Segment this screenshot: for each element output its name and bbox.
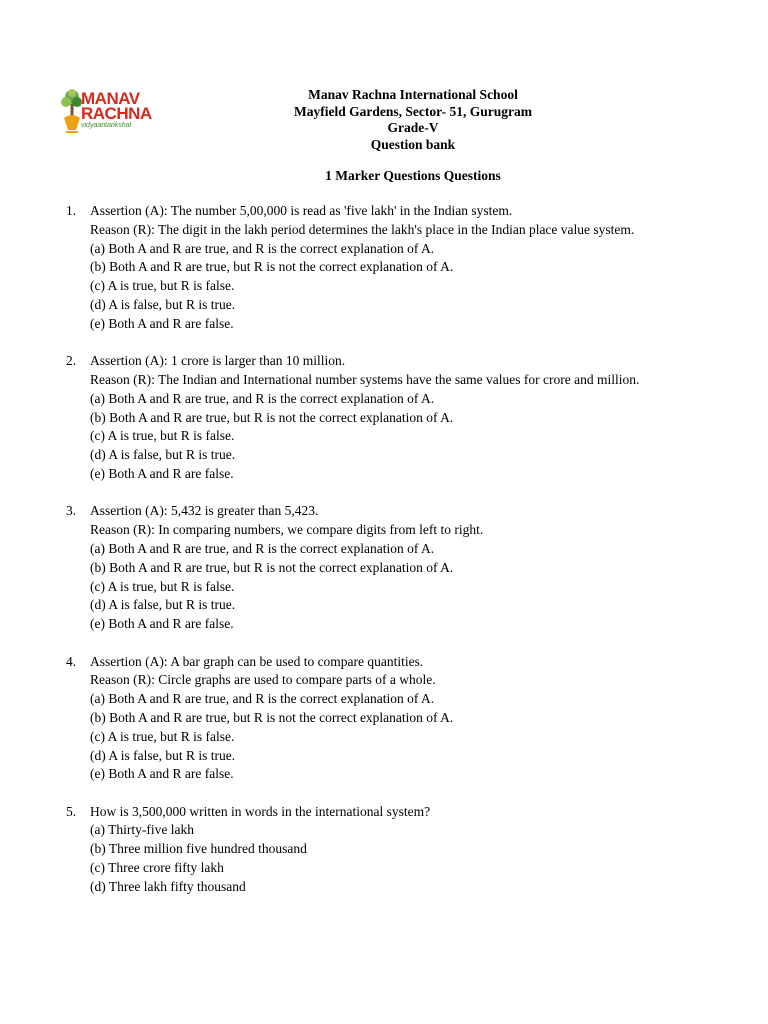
question-line: (e) Both A and R are false. bbox=[90, 616, 234, 632]
question-line: (e) Both A and R are false. bbox=[90, 465, 234, 481]
question-item bbox=[66, 653, 746, 785]
question-line: (a) Both A and R are true, and R is the correct explanation of A. bbox=[90, 691, 435, 707]
question-line: (d) A is false, but R is true. bbox=[90, 747, 236, 763]
question-line: (c) A is true, but R is false. bbox=[90, 428, 235, 444]
logo-tagline: vidyaantarikshal bbox=[81, 122, 132, 129]
section-title: 1 Marker Questions Questions bbox=[325, 168, 501, 183]
question-line: (e) Both A and R are false. bbox=[90, 766, 234, 782]
school-address: Mayfield Gardens, Sector- 51, Gurugram bbox=[294, 103, 532, 119]
question-text: Assertion (A): 5,432 is greater than 5,423. bbox=[90, 503, 319, 519]
question-line: (c) A is true, but R is false. bbox=[90, 578, 235, 594]
question-text: Assertion (A): A bar graph can be used to compare quantities. bbox=[90, 653, 424, 669]
question-body bbox=[90, 202, 746, 334]
question-line: Reason (R): In comparing numbers, we compare digits from left to right. bbox=[90, 522, 484, 538]
question-body bbox=[90, 502, 746, 634]
question-number: 3. bbox=[66, 503, 77, 519]
question-line: (c) Three crore fifty lakh bbox=[90, 860, 224, 876]
question-line: (a) Both A and R are true, and R is the correct explanation of A. bbox=[90, 540, 435, 556]
question-number: 4. bbox=[66, 653, 77, 669]
question-body bbox=[90, 803, 746, 897]
school-name: Manav Rachna International School bbox=[308, 87, 518, 102]
question-text: Assertion (A): The number 5,00,000 is read as 'five lakh' in the Indian system. bbox=[90, 203, 513, 218]
question-body bbox=[90, 352, 746, 484]
question-line: (c) A is true, but R is false. bbox=[90, 278, 235, 294]
question-list bbox=[66, 202, 746, 915]
question-line: (d) A is false, but R is true. bbox=[90, 597, 236, 613]
question-line: (a) Both A and R are true, and R is the correct explanation of A. bbox=[90, 390, 435, 406]
question-line: (d) A is false, but R is true. bbox=[90, 447, 236, 463]
question-item bbox=[66, 803, 746, 897]
question-line: (b) Both A and R are true, but R is not the correct explanation of A. bbox=[90, 259, 454, 275]
question-item bbox=[66, 202, 746, 334]
question-text: How is 3,500,000 written in words in the international system? bbox=[90, 803, 431, 819]
question-line: (b) Both A and R are true, but R is not the correct explanation of A. bbox=[90, 409, 454, 425]
grade-label: Grade-V bbox=[387, 120, 439, 135]
logo-text-line1: MANAV bbox=[81, 89, 140, 108]
document-type: Question bank bbox=[370, 136, 456, 152]
question-text: Assertion (A): 1 crore is larger than 10 million. bbox=[90, 353, 346, 369]
question-line: (d) Three lakh fifty thousand bbox=[90, 878, 246, 894]
question-item bbox=[66, 352, 746, 484]
question-line: Reason (R): The Indian and International number systems have the same values for crore and million. bbox=[90, 371, 640, 387]
question-item bbox=[66, 502, 746, 634]
question-line: (a) Thirty-five lakh bbox=[90, 822, 194, 838]
question-line: (a) Both A and R are true, and R is the correct explanation of A. bbox=[90, 240, 435, 256]
question-number: 2. bbox=[66, 353, 77, 369]
question-body bbox=[90, 653, 746, 785]
question-line: Reason (R): The digit in the lakh period determines the lakh's place in the Indian place value system. bbox=[90, 221, 635, 237]
question-number: 5. bbox=[66, 803, 77, 819]
question-line: (e) Both A and R are false. bbox=[90, 315, 234, 331]
question-line: (b) Both A and R are true, but R is not the correct explanation of A. bbox=[90, 709, 454, 725]
question-line: (b) Three million five hundred thousand bbox=[90, 841, 307, 857]
document-header bbox=[0, 87, 768, 153]
question-line: (c) A is true, but R is false. bbox=[90, 728, 235, 744]
question-number: 1. bbox=[66, 203, 77, 218]
question-line: Reason (R): Circle graphs are used to compare parts of a whole. bbox=[90, 672, 436, 688]
question-line: (b) Both A and R are true, but R is not the correct explanation of A. bbox=[90, 559, 454, 575]
question-line: (d) A is false, but R is true. bbox=[90, 296, 236, 312]
logo-text-line2: RACHNA bbox=[81, 104, 152, 123]
